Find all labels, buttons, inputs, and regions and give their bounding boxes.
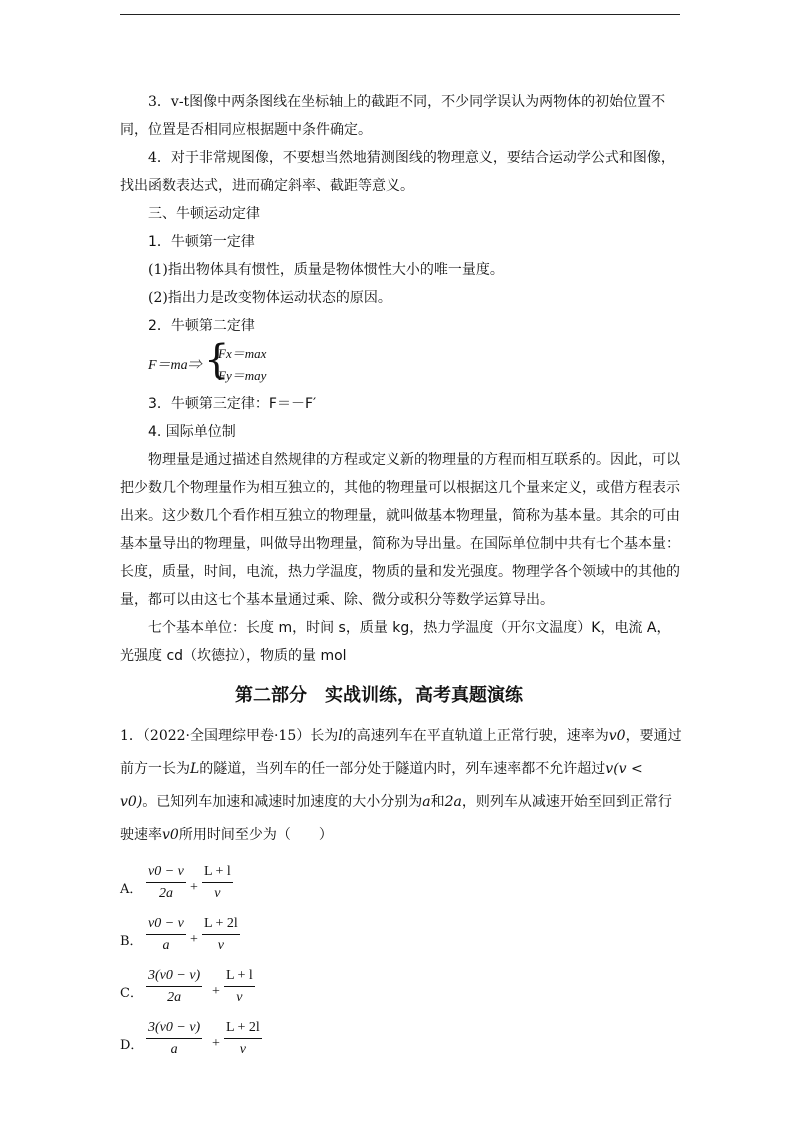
paragraph-3: 3．v-t图像中两条图线在坐标轴上的截距不同，不少同学误认为两物体的初始位置不同，位置是否相同应根据题中条件确定。 <box>120 94 666 138</box>
heading-newton-laws: 三、牛顿运动定律 <box>148 206 260 222</box>
option-c[interactable]: C． $\frac{3(v0 - v)}{2a}$ + $\frac{L + l}{v}$ <box>120 966 682 1018</box>
option-c-frac1: $\frac{3(v0 - v)}{2a}$ <box>148 968 201 1005</box>
document-body <box>120 88 682 1070</box>
law2-formula <box>120 337 682 386</box>
law2-title: 2．牛顿第二定律 <box>148 318 255 334</box>
part2-title: 第二部分 实战训练，高考真题演练 <box>235 685 523 706</box>
option-a-frac1: $\frac{v0 - v}{2a}$ <box>148 864 184 901</box>
header-rule <box>120 14 680 15</box>
option-a-frac2: $\frac{L + l}{v}$ <box>204 864 231 901</box>
option-b-frac2: $\frac{L + 2l}{v}$ <box>204 916 238 953</box>
law3: 3．牛顿第三定律：F＝－F′ <box>148 396 317 412</box>
option-d[interactable]: D． $\frac{3(v0 - v)}{a}$ + $\frac{L + 2l}{v}$ <box>120 1018 682 1070</box>
si-title: 4. 国际单位制 <box>148 424 236 440</box>
option-b[interactable]: B． $\frac{v0 - v}{a}$ + $\frac{L + 2l}{v}$ <box>120 914 682 966</box>
law1-title: 1．牛顿第一定律 <box>148 234 255 250</box>
option-d-frac2: $\frac{L + 2l}{v}$ <box>226 1020 260 1057</box>
formula-brace: { <box>204 337 230 383</box>
formula-lhs: F＝ma⇒ <box>148 358 202 373</box>
option-a[interactable]: A． $\frac{v0 - v}{2a}$ + $\frac{L + l}{v}$ <box>120 862 682 914</box>
paragraph-4: 4．对于非常规图像，不要想当然地猜测图线的物理意义，要结合运动学公式和图像，找出函数表达式，进而确定斜率、截距等意义。 <box>120 150 675 194</box>
question-1-stem: 1．（2022·全国理综甲卷·15）长为l的高速列车在平直轨道上正常行驶，速率为v0，要通过前方一长为L的隧道，当列车的任一部分处于隧道内时，列车速率都不允许超过v(v < v0)。已知列车加速和减速时加速度的大小分别为a和2a，则列车从减速开始至回到正常行驶速率v0所用时间至少为（ ） <box>120 728 682 843</box>
formula-row-x: Fx＝max <box>218 346 267 361</box>
formula-row-y: Fy＝may <box>218 368 267 383</box>
si-paragraph: 物理量是通过描述自然规律的方程或定义新的物理量的方程而相互联系的。因此，可以把少数几个物理量作为相互独立的，其他的物理量可以根据这几个量来定义，或借方程表示出来。这少数几个看作相互独立的物理量，就叫做基本物理量，简称为基本量。其余的可由基本量导出的物理量，叫做导出物理量，简称为导出量。在国际单位制中共有七个基本量：长度，质量，时间，电流，热力学温度，物质的量和发光强度。物理学各个领域中的其他的量，都可以由这七个基本量通过乘、除、微分或积分等数学运算导出。 <box>120 452 680 608</box>
si-base-units: 七个基本单位：长度 m，时间 s，质量 kg，热力学温度（开尔文温度）K，电流 A，光强度 cd（坎德拉），物质的量 mol <box>120 620 671 664</box>
option-d-frac1: $\frac{3(v0 - v)}{a}$ <box>148 1020 201 1057</box>
option-c-frac2: $\frac{L + l}{v}$ <box>226 968 253 1005</box>
law1-point1: (1)指出物体具有惯性，质量是物体惯性大小的唯一量度。 <box>148 262 504 278</box>
option-b-frac1: $\frac{v0 - v}{a}$ <box>148 916 184 953</box>
law1-point2: (2)指出力是改变物体运动状态的原因。 <box>148 290 392 306</box>
